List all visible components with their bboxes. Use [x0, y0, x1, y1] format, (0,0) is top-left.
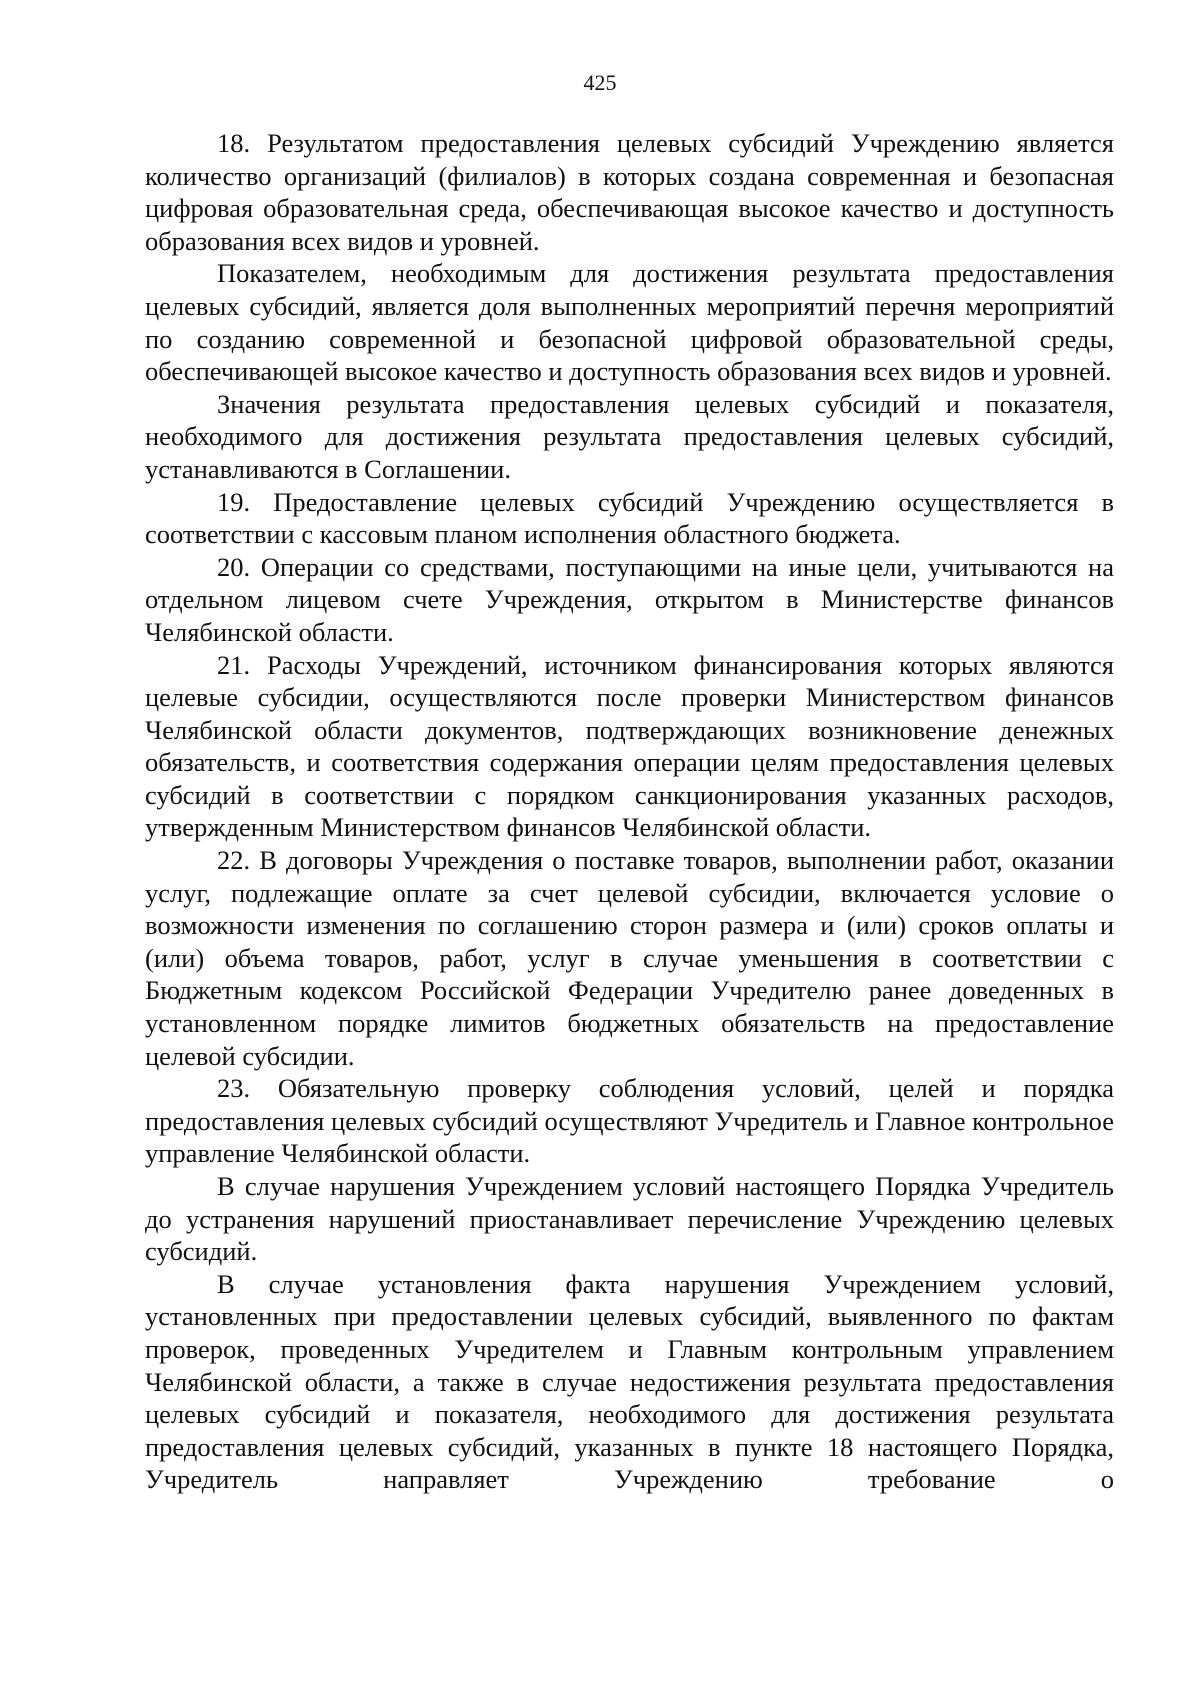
paragraph-18-result: 18. Результатом предоставления целевых субсидий Учреждению является количество организаций (филиалов) в которых создана современная и безопасная цифровая образовательная среда, обеспечивающая высокое качество и доступность образования всех видов и уровней. [145, 128, 1114, 256]
paragraph-20-operations: 20. Операции со средствами, поступающими на иные цели, учитываются на отдельном лицевом счете Учреждения, открытом в Министерстве финансов Челябинской области. [145, 551, 1114, 647]
paragraph-violation-suspension: В случае нарушения Учреждением условий настоящего Порядка Учредитель до устранения нарушений приостанавливает перечисление Учреждению целевых субсидий. [145, 1171, 1114, 1267]
paragraph-23-inspection: 23. Обязательную проверку соблюдения условий, целей и порядка предоставления целевых субсидий осуществляют Учредитель и Главное контрольное управление Челябинской области. [145, 1073, 1114, 1169]
paragraph-19-cash-plan: 19. Предоставление целевых субсидий Учреждению осуществляется в соответствии с кассовым планом исполнения областного бюджета. [145, 486, 1114, 550]
paragraph-violation-requirement: В случае установления факта нарушения Учреждением условий, установленных при предоставлении целевых субсидий, выявленного по фактам проверок, проведенных Учредителем и Главным контрольным управлением Челябинской области, а также в случае недостижения результата предоставления целевых субсидий и показателя, необходимого для достижения результата предоставления целевых субсидий, указанных в пункте 18 настоящего Порядка, Учредитель направляет Учреждению требование о [145, 1268, 1114, 1495]
document-body [145, 127, 1114, 1496]
page-number: 425 [583, 70, 617, 95]
paragraph-22-contracts: 22. В договоры Учреждения о поставке товаров, выполнении работ, оказании услуг, подлежащие оплате за счет целевой субсидии, включается условие о возможности изменения по соглашению сторон размера и (или) сроков оплаты и (или) объема товаров, работ, услуг в случае уменьшения в соответствии с Бюджетным кодексом Российской Федерации Учредителю ранее доведенных в установленном порядке лимитов бюджетных обязательств на предоставление целевой субсидии. [145, 845, 1114, 1071]
paragraph-21-expenses: 21. Расходы Учреждений, источником финансирования которых являются целевые субсидии, осуществляются после проверки Министерством финансов Челябинской области документов, подтверждающих возникновение денежных обязательств, и соответствия содержания операции целям предоставления целевых субсидий в соответствии с порядком санкционирования указанных расходов, утвержденным Министерством финансов Челябинской области. [145, 649, 1114, 843]
paragraph-values-agreement: Значения результата предоставления целевых субсидий и показателя, необходимого для достижения результата предоставления целевых субсидий, устанавливаются в Соглашении. [145, 388, 1114, 484]
paragraph-indicator: Показателем, необходимым для достижения результата предоставления целевых субсидий, является доля выполненных мероприятий перечня мероприятий по созданию современной и безопасной цифровой образовательной среды, обеспечивающей высокое качество и доступность образования всех видов и уровней. [145, 258, 1114, 387]
